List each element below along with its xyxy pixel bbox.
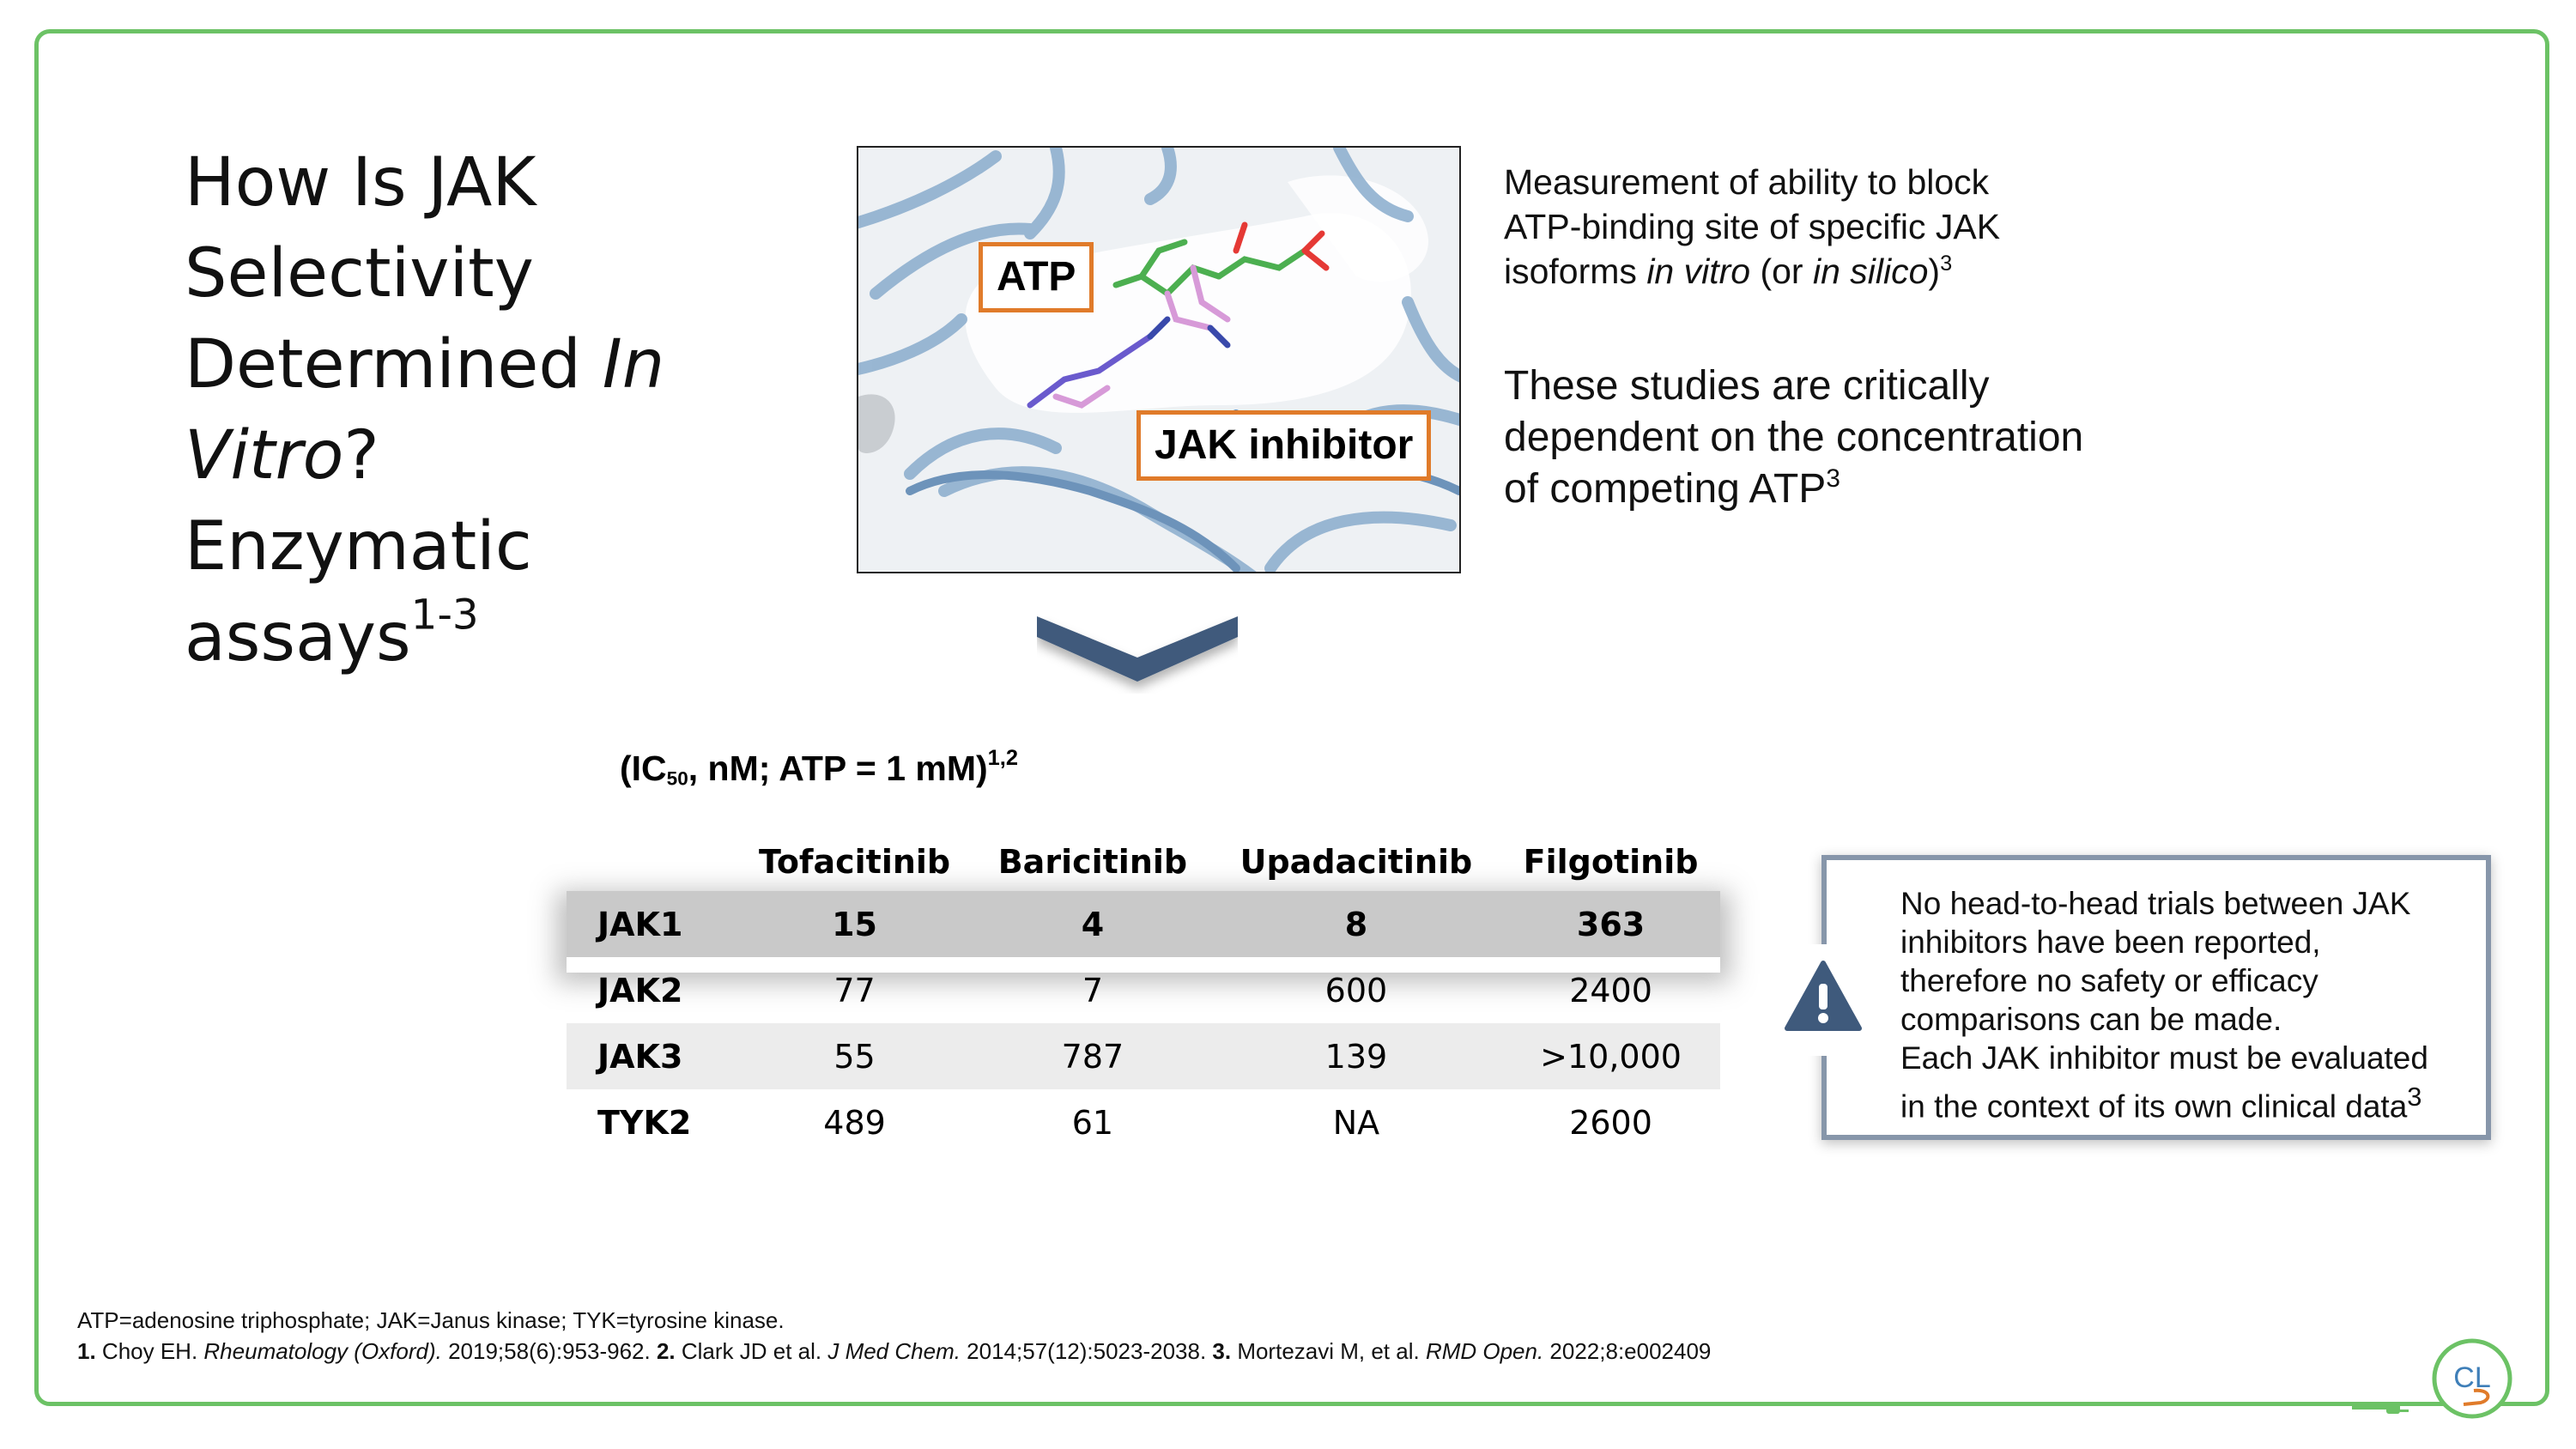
- title-line: Enzymatic: [185, 508, 532, 585]
- table-cell: 15: [735, 891, 974, 957]
- title-line: Determined In: [185, 326, 665, 403]
- table-cell: >10,000: [1501, 1023, 1720, 1089]
- table-cell: 139: [1211, 1023, 1501, 1089]
- plug-icon: [2352, 1399, 2412, 1416]
- row-header: JAK3: [567, 1023, 735, 1089]
- title-line: Vitro?: [185, 417, 379, 494]
- table-cell: 8: [1211, 891, 1501, 957]
- column-header: Upadacitinib: [1240, 843, 1473, 881]
- protein-ribbon-illustration: [858, 148, 1459, 572]
- table-cell: 7: [1082, 971, 1104, 1009]
- column-header: Tofacitinib: [758, 843, 951, 881]
- ic50-header: ($IC_{50}$, nM; ATP = 1 mM)$^{1,2}$: [620, 746, 1018, 790]
- table-cell: 489: [823, 1103, 886, 1142]
- logo-icon: [2429, 1336, 2515, 1422]
- warning-icon: [1784, 960, 1863, 1032]
- title-line: How Is JAK: [185, 144, 536, 221]
- row-header: JAK2: [597, 971, 683, 1009]
- molecular-structure-image: [857, 146, 1461, 573]
- column-header: Filgotinib: [1523, 843, 1699, 881]
- table-cell: 2600: [1569, 1103, 1652, 1142]
- chevron-down-icon: [1037, 616, 1238, 694]
- atp-dependence-note: These studies are critically dependent on the concentration of competing ATP$^3$: [1504, 363, 2084, 512]
- ic50-table: [567, 833, 1720, 1155]
- references: 1. Choy EH. Rheumatology (Oxford). 2019;58(6):953-962. 2. Clark JD et al. J Med Chem. 2014;57(12):5023-2038. 3. Mortezavi M, et al. RMD Open. 2022;8:e002409: [77, 1338, 1712, 1364]
- row-header: TYK2: [597, 1103, 692, 1142]
- title-line: Selectivity: [185, 235, 534, 312]
- table-cell: 787: [974, 1023, 1211, 1089]
- table-cell: 77: [833, 971, 876, 1009]
- table-cell: 600: [1324, 971, 1388, 1009]
- table-cell: NA: [1332, 1103, 1380, 1142]
- table-row: [567, 891, 1720, 957]
- measurement-description: Measurement of ability to block ATP-binding site of specific JAK isoforms in vitro (or in silico)$^3$: [1504, 162, 2001, 291]
- jak-inhibitor-label: JAK inhibitor: [1136, 410, 1431, 481]
- abbreviations: ATP=adenosine triphosphate; JAK=Janus kinase; TYK=tyrosine kinase.: [77, 1307, 785, 1333]
- column-header: Baricitinib: [997, 843, 1188, 881]
- table-header-row: [567, 833, 1720, 891]
- table-row: [567, 1089, 1720, 1155]
- row-header: JAK1: [567, 891, 735, 957]
- title-line: assays$^{1-3}$: [185, 591, 479, 676]
- disclaimer-text: No head-to-head trials between JAK inhibitors have been reported, therefore no safety or efficacy comparisons can be made. Each JAK inhibitor must be evaluated in the context of its own clinical data$^3$: [1900, 886, 2428, 1125]
- slide-title: [185, 137, 665, 683]
- table-cell: 363: [1501, 891, 1720, 957]
- table-cell: 4: [974, 891, 1211, 957]
- table-row: [567, 957, 1720, 1023]
- table-cell: 2400: [1569, 971, 1652, 1009]
- logo-text: CL: [2453, 1361, 2491, 1394]
- table-cell: 55: [735, 1023, 974, 1089]
- atp-label: ATP: [979, 242, 1094, 312]
- table-row: [567, 1023, 1720, 1089]
- table-cell: 61: [1071, 1103, 1114, 1142]
- footnotes: [77, 1305, 1711, 1367]
